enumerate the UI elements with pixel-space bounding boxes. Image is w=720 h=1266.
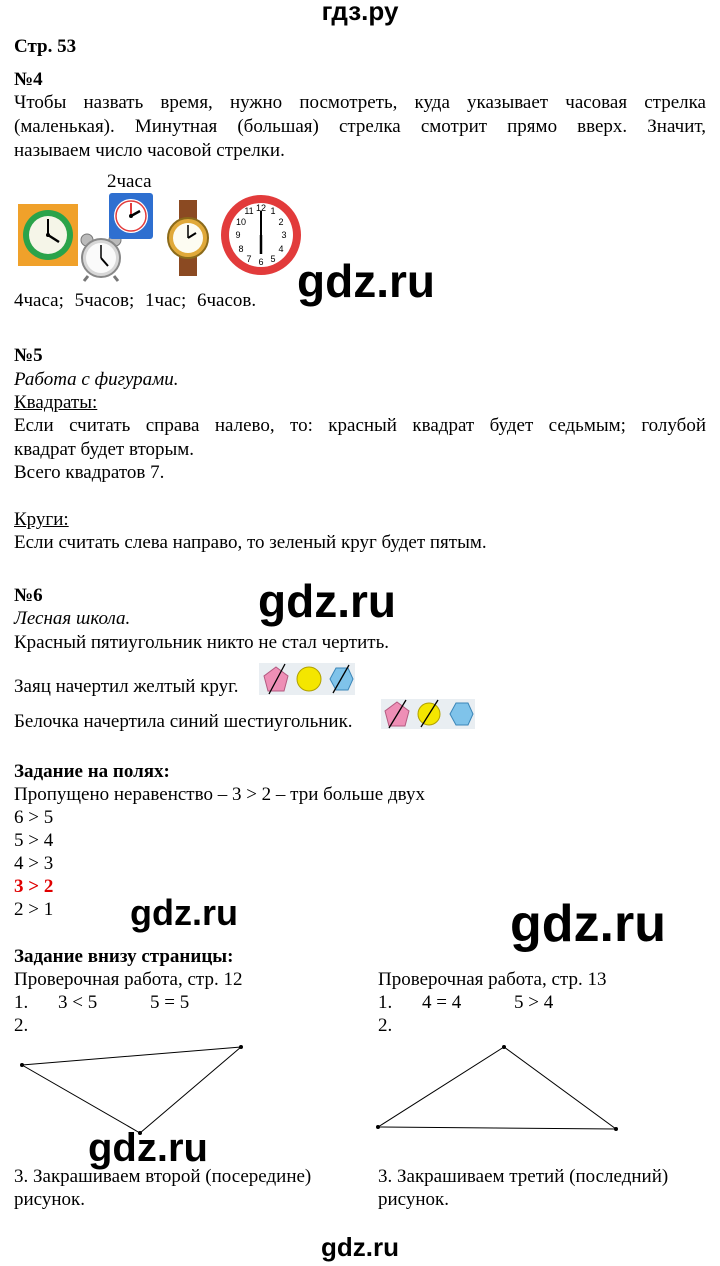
task6-line2: Заяц начертил желтый круг. <box>14 676 239 697</box>
circles-heading: Круги: <box>14 509 69 530</box>
margin-task-intro: Пропущено неравенство – 3 > 2 – три больше двух <box>14 784 425 805</box>
blue-clock-icon <box>109 193 153 239</box>
squares-line2: квадрат будет вторым. <box>14 439 195 460</box>
watermark: gdz.ru <box>321 1232 399 1262</box>
left-row1-b: 5 = 5 <box>150 992 190 1013</box>
right-line3: 3. Закрашиваем третий (последний) <box>378 1166 669 1187</box>
svg-text:2: 2 <box>278 217 284 227</box>
right-row1-num: 1. <box>378 992 393 1013</box>
watermark: gdz.ru <box>510 895 666 953</box>
task4-line1: Чтобы назвать время, нужно посмотреть, куда указывает часовая стрелка <box>14 92 706 113</box>
red-wall-clock-icon <box>220 194 302 276</box>
left-row1-num: 1. <box>14 992 29 1013</box>
left-row1-a: 3 < 5 <box>58 992 98 1013</box>
task6-subtitle: Лесная школа. <box>14 608 131 629</box>
svg-text:7: 7 <box>246 254 252 264</box>
wristwatch-icon <box>163 200 213 276</box>
watermark: gdz.ru <box>130 892 238 933</box>
alarm-clock-icon <box>78 232 124 282</box>
right-row1-a: 4 = 4 <box>422 992 462 1013</box>
svg-text:10: 10 <box>235 217 247 227</box>
circles-text: Если считать слева направо, то зеленый круг будет пятым. <box>14 532 487 553</box>
right-line4: рисунок. <box>378 1189 449 1210</box>
watermark: gdz.ru <box>258 575 396 627</box>
inequality-missing: 3 > 2 <box>14 876 54 897</box>
svg-text:1: 1 <box>270 206 276 216</box>
squares-total: Всего квадратов 7. <box>14 462 165 483</box>
svg-text:12: 12 <box>255 203 267 213</box>
left-line4: рисунок. <box>14 1189 85 1210</box>
watermark: gdz.ru <box>88 1126 208 1170</box>
task6-line3: Белочка начертила синий шестиугольник. <box>14 711 353 732</box>
task4-answers: 4часа; 5часов; 1час; 6часов. <box>14 290 257 311</box>
task6-line1: Красный пятиугольник никто не стал чертить. <box>14 632 389 653</box>
left-line3: 3. Закрашиваем второй (посередине) <box>14 1166 312 1187</box>
task4-line3: называем число часовой стрелки. <box>14 140 285 161</box>
svg-text:5: 5 <box>270 254 276 264</box>
shapes-row-2 <box>381 699 475 729</box>
right-test-title: Проверочная работа, стр. 13 <box>378 969 607 990</box>
shapes-row-1 <box>259 663 355 695</box>
inequality-3: 4 > 3 <box>14 853 54 874</box>
svg-text:8: 8 <box>238 244 244 254</box>
watermark: gdz.ru <box>297 255 435 307</box>
green-wall-clock-icon <box>18 204 78 266</box>
inequality-2: 5 > 4 <box>14 830 54 851</box>
left-triangle <box>0 1030 360 1140</box>
squares-heading: Квадраты: <box>14 392 98 413</box>
task6-number: №6 <box>14 585 43 606</box>
page-label: Стр. 53 <box>14 36 77 57</box>
svg-text:6: 6 <box>258 257 264 267</box>
svg-text:4: 4 <box>278 244 284 254</box>
inequality-1: 6 > 5 <box>14 807 54 828</box>
bottom-task-heading: Задание внизу страницы: <box>14 946 234 967</box>
svg-text:3: 3 <box>281 230 287 240</box>
task5-subtitle: Работа с фигурами. <box>14 369 179 390</box>
inequality-5: 2 > 1 <box>14 899 54 920</box>
right-triangle <box>360 1030 720 1140</box>
right-row1-b: 5 > 4 <box>514 992 554 1013</box>
right-row2-num: 2. <box>378 1015 393 1036</box>
site-header: гдз.ру <box>321 0 399 26</box>
task4-number: №4 <box>14 69 43 90</box>
left-row2-num: 2. <box>14 1015 29 1036</box>
clock-caption: 2часа <box>107 171 152 192</box>
left-test-title: Проверочная работа, стр. 12 <box>14 969 243 990</box>
svg-text:9: 9 <box>235 230 241 240</box>
yellow-circle-icon <box>297 667 321 691</box>
squares-line1: Если считать справа налево, то: красный квадрат будет седьмым; голубой <box>14 415 706 436</box>
svg-text:11: 11 <box>244 206 254 216</box>
task4-line2: (маленькая). Минутная (большая) стрелка смотрит прямо вверх. Значит, <box>14 116 706 137</box>
task5-number: №5 <box>14 345 43 366</box>
margin-task-heading: Задание на полях: <box>14 761 170 782</box>
